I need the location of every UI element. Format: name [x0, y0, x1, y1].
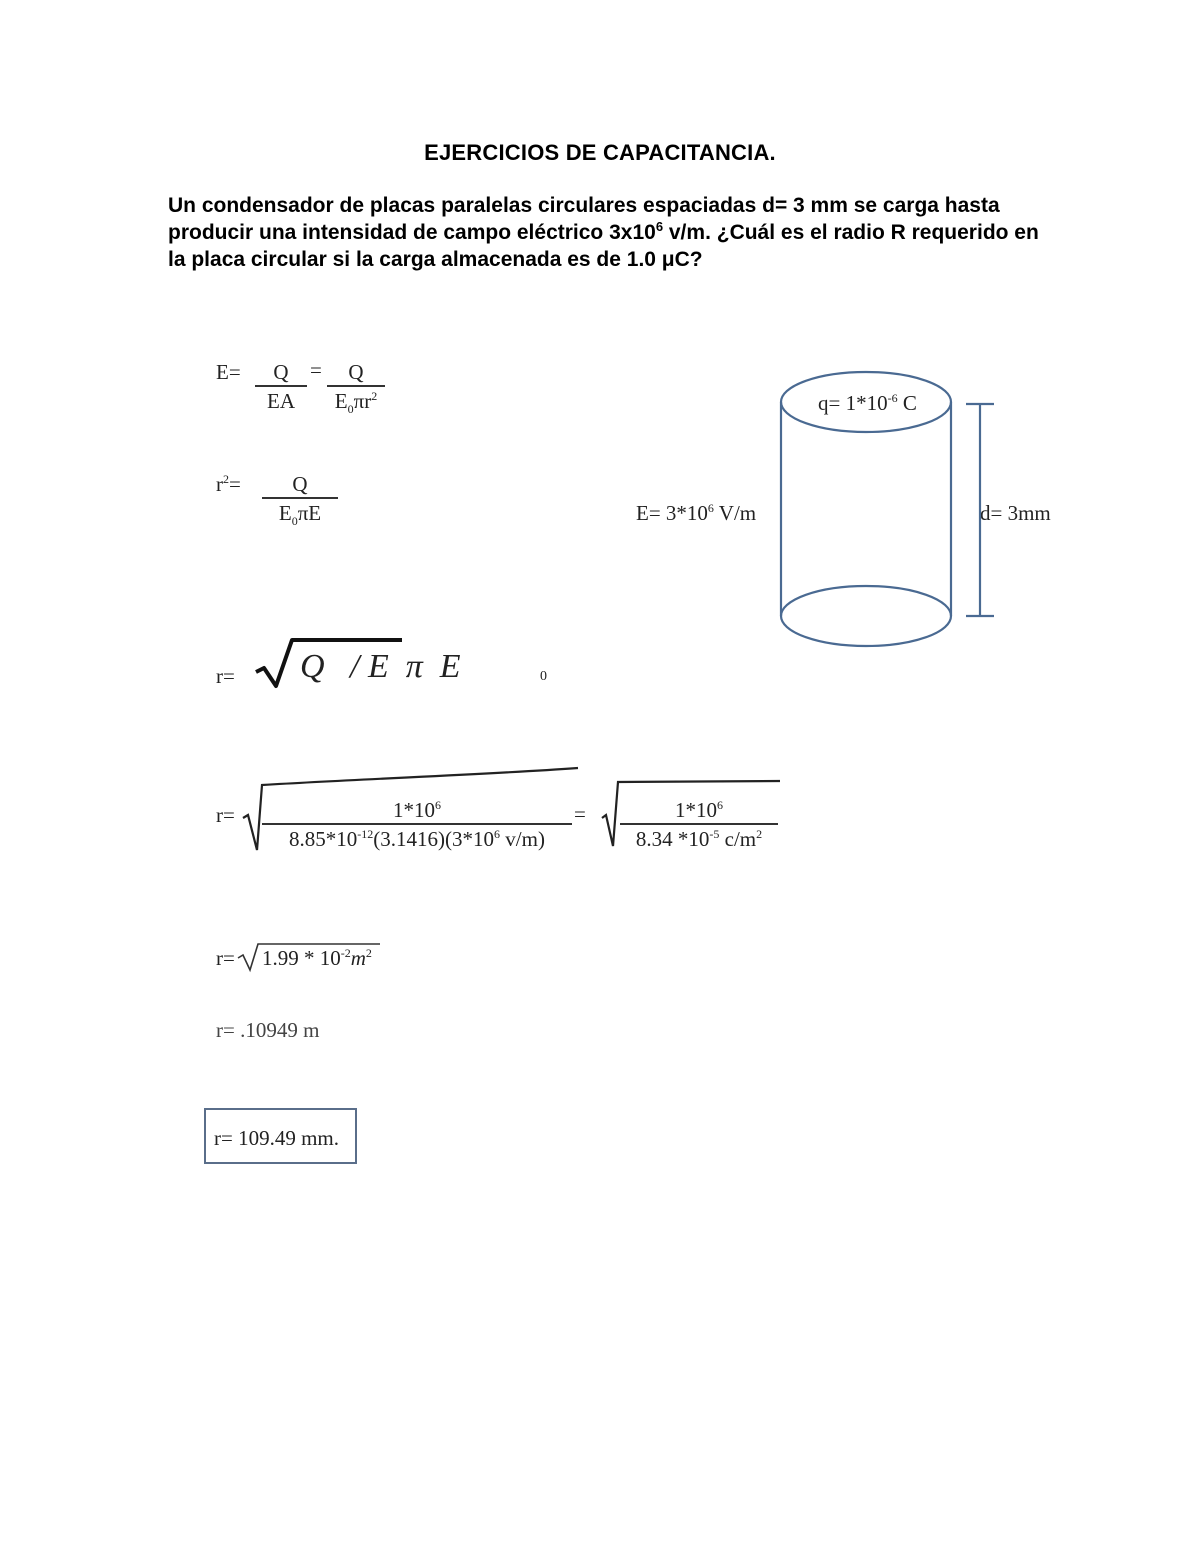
eq4-frac2-numerator: $1*10^6$: [620, 800, 778, 825]
eq2-lhs: $r^2=$: [216, 472, 241, 496]
eq1-frac2-numerator: Q: [327, 362, 385, 387]
eq1-equals: =: [310, 358, 322, 382]
eq5-radicand: $1.99 * 10^{-2}m^2$: [262, 946, 372, 970]
problem-exponent: 6: [655, 219, 664, 234]
eq1-lhs: E=: [216, 360, 241, 384]
eq2-denominator: $E_0\pi E$: [278, 501, 322, 529]
eq1-frac2-denominator: $E_0\pi r^2$: [334, 389, 378, 417]
cylinder-diagram: [781, 372, 951, 646]
eq4-equals: =: [574, 802, 586, 826]
eq3-expression: Q / E π E: [300, 648, 461, 685]
eq4-lhs: r=: [216, 803, 235, 827]
cylinder-bottom-plate: [781, 586, 951, 646]
field-label: $E= 3*10^6$ V/m: [636, 501, 757, 525]
eq5-lhs: r=: [216, 946, 235, 970]
eq3-lhs: r=: [216, 664, 235, 688]
problem-text-part2: v/m. ¿Cuál es el radio R requerido en la placa circular si la carga almacenada es de 1.0 μC?: [168, 221, 1039, 271]
eq4-frac1-denominator: $8.85*10^{-12}(3.1416)(3*10^6$ v/m): [289, 827, 545, 851]
distance-label: d= 3mm: [980, 501, 1051, 525]
eq6-result: r= .10949 m: [216, 1018, 320, 1042]
problem-text-part1: Un condensador de placas paralelas circulares espaciadas d= 3 mm se carga hasta producir una intensidad de campo eléctrico 3x10: [168, 194, 1000, 244]
eq5-radical-sign: [238, 944, 380, 970]
eq1-frac1-denominator: EA: [267, 389, 295, 413]
eq3-radical-sign: [256, 640, 402, 686]
distance-bracket: [966, 404, 994, 616]
answer-text: r= 109.49 mm.: [214, 1126, 340, 1150]
page-title: EJERCICIOS DE CAPACITANCIA.: [424, 140, 776, 165]
eq4-radical-sign-2: [602, 781, 780, 846]
eq2-numerator: Q: [262, 474, 338, 499]
eq3-subscript: 0: [540, 669, 547, 684]
eq4-radical-sign-1: [243, 768, 578, 850]
eq4-frac1-numerator: $1*10^6$: [262, 800, 572, 825]
eq4-frac2-denominator: 8.34 $*10^{-5}$ $c/m^2$: [635, 827, 763, 851]
cylinder-top-plate: [781, 372, 951, 432]
charge-label: $q= 1*10^{-6}$ C: [818, 391, 917, 415]
eq1-frac1-numerator: Q: [255, 362, 307, 387]
